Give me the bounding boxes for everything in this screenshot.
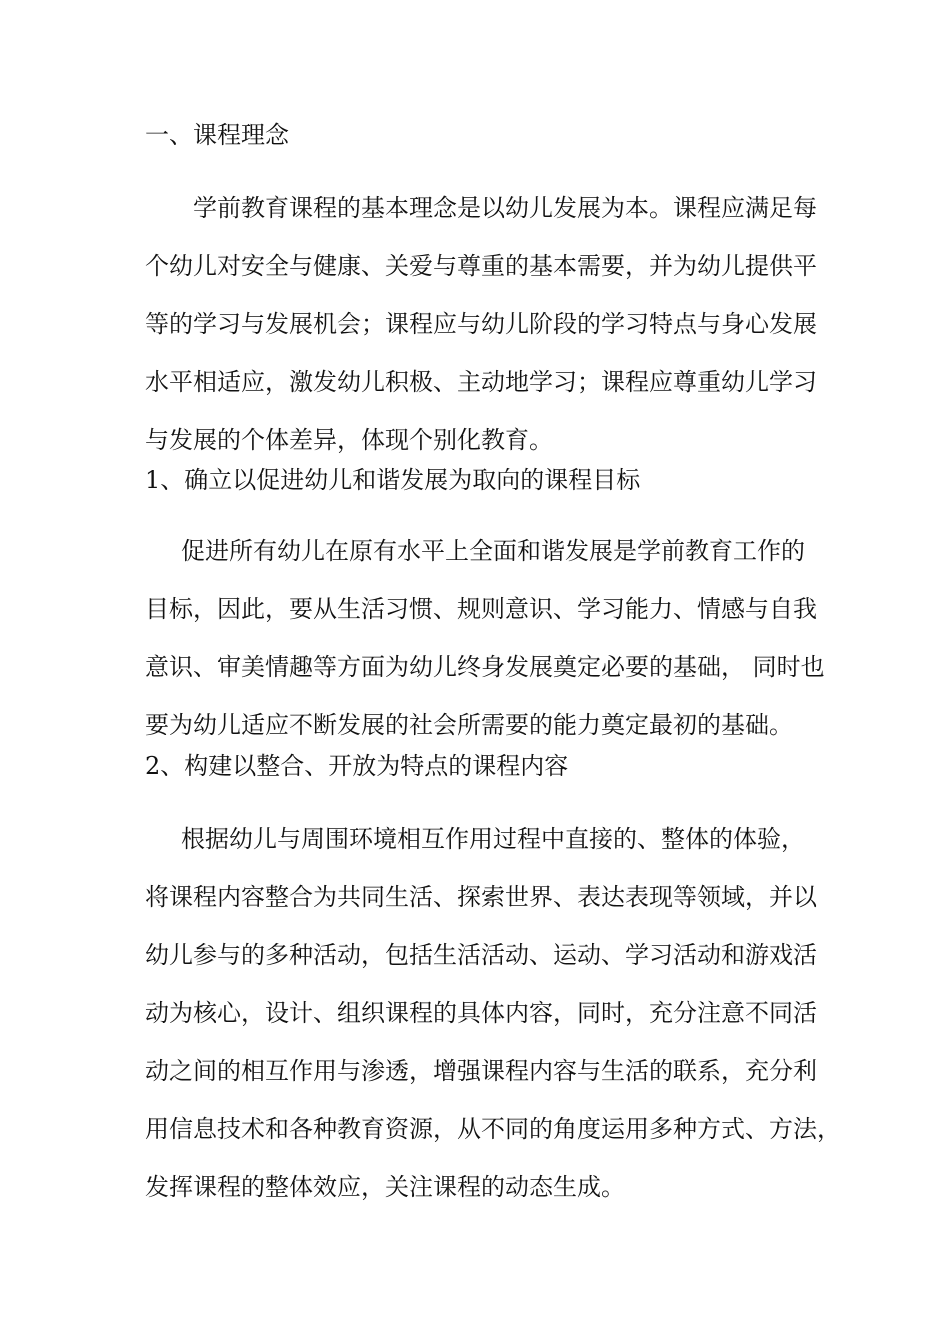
section-heading-curriculum-content: 2、构建以整合、开放为特点的课程内容 (145, 752, 569, 780)
paragraph-line: 与发展的个体差异，体现个别化教育。 (145, 426, 553, 454)
paragraph-line: 将课程内容整合为共同生活、探索世界、表达表现等领域，并以 (145, 883, 817, 911)
paragraph-curriculum-goals (145, 522, 825, 754)
paragraph-line: 促进所有幼儿在原有水平上全面和谐发展是学前教育工作的 (181, 537, 805, 565)
paragraph-curriculum-philosophy (145, 179, 817, 469)
paragraph-line: 动之间的相互作用与渗透，增强课程内容与生活的联系，充分利 (145, 1057, 817, 1085)
paragraph-line: 幼儿参与的多种活动，包括生活活动、运动、学习活动和游戏活 (145, 941, 817, 969)
paragraph-line: 等的学习与发展机会；课程应与幼儿阶段的学习特点与身心发展 (145, 310, 817, 338)
paragraph-line: 水平相适应，激发幼儿积极、主动地学习；课程应尊重幼儿学习 (145, 368, 817, 396)
paragraph-line: 用信息技术和各种教育资源，从不同的角度运用多种方式、方法， (145, 1115, 841, 1143)
paragraph-line: 根据幼儿与周围环境相互作用过程中直接的、整体的体验， (181, 825, 805, 853)
paragraph-line: 发挥课程的整体效应，关注课程的动态生成。 (145, 1173, 625, 1201)
section-heading-curriculum-goals: 1、确立以促进幼儿和谐发展为取向的课程目标 (145, 466, 641, 494)
section-heading-curriculum-philosophy: 一、课程理念 (145, 121, 289, 149)
paragraph-line: 意识、审美情趣等方面为幼儿终身发展奠定必要的基础， 同时也 (145, 653, 825, 681)
paragraph-line: 要为幼儿适应不断发展的社会所需要的能力奠定最初的基础。 (145, 711, 793, 739)
paragraph-line: 目标，因此，要从生活习惯、规则意识、学习能力、情感与自我 (145, 595, 817, 623)
paragraph-line: 个幼儿对安全与健康、关爱与尊重的基本需要，并为幼儿提供平 (145, 252, 817, 280)
paragraph-curriculum-content (145, 810, 841, 1216)
paragraph-line: 学前教育课程的基本理念是以幼儿发展为本。课程应满足每 (193, 194, 817, 222)
paragraph-line: 动为核心，设计、组织课程的具体内容，同时，充分注意不同活 (145, 999, 817, 1027)
